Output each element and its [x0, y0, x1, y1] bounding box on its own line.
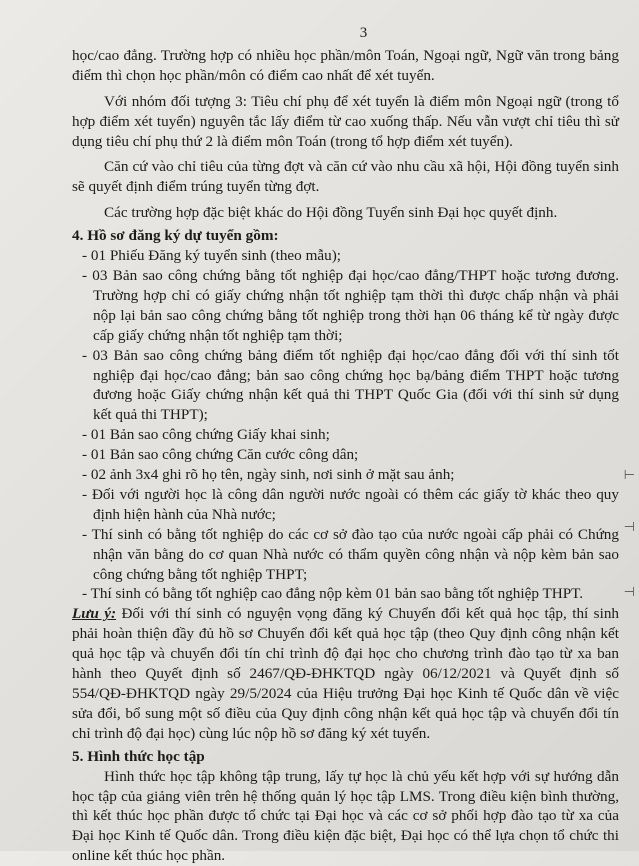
- paragraph-study-format: Hình thức học tập không tập trung, lấy tự học là chủ yếu kết hợp với sự hướng dẫn học tập của giảng viên trên hệ thống quản lý học tập LMS. Trong điều kiện bình thường, thì kết thúc học phần được tổ chức tại Đại học và các cơ sở phối hợp đào tạo từ xa của Đại học Kinh tế Quốc dân. Trong điều kiện đặc biệt, Đại học có thể lựa chọn tổ chức thi online kết thúc học phần.: [72, 767, 619, 865]
- paragraph-special-cases: Các trường hợp đặc biệt khác do Hội đồng Tuyển sinh Đại học quyết định.: [104, 204, 558, 222]
- list-item: - 03 Bản sao công chứng bảng điểm tốt nghiệp đại học/cao đẳng đối với thí sinh tốt nghiệp đại học/cao đẳng; bản sao công chứng học bạ/bảng điểm THPT hoặc tương đương hoặc Giấy chứng nhận kết quả thi THPT Quốc Gia (đối với thí sinh sử dụng kết quả thi THPT);: [82, 346, 619, 424]
- list-item: - 03 Bản sao công chứng bằng tốt nghiệp đại học/cao đẳng/THPT hoặc tương đương. Trường hợp chỉ có giấy chứng nhận tốt nghiệp tạm thời thì được chấp nhận và phải nộp lại bản sao công chứng bằng tốt nghiệp trong thời hạn 06 tháng kể từ ngày được cấp giấy chứng nhận tốt nghiệp tạm thời;: [82, 266, 619, 344]
- list-item: - Đối với người học là công dân người nước ngoài có thêm các giấy tờ khác theo quy định hiện hành của Nhà nước;: [82, 485, 619, 523]
- section-5-heading: 5. Hình thức học tập: [72, 747, 205, 765]
- paragraph-quota-basis: Căn cứ vào chỉ tiêu của từng đợt và căn cứ vào nhu cầu xã hội, Hội đồng tuyển sinh sẽ quyết định điểm trúng tuyển từng đợt.: [72, 158, 619, 196]
- list-item: - Thí sinh có bằng tốt nghiệp cao đẳng nộp kèm 01 bản sao bằng tốt nghiệp THPT.: [82, 585, 584, 603]
- margin-mark: ⊢: [623, 468, 635, 483]
- note-text: Đối với thí sinh có nguyện vọng đăng ký Chuyển đổi kết quả học tập, thí sinh phải hoàn thiện đầy đủ hồ sơ Chuyển đổi kết quả học tập (theo Quy định công nhận kết quả học tập và chuyển đổi tín chỉ trình độ đại học cho chương trình đào tạo từ xa ban hành theo Quyết định số 2467/QĐ-ĐHKTQD ngày 06/12/2021 và Quyết định số 554/QĐ-ĐHKTQD ngày 29/5/2024 của Hiệu trưởng Đại học Kinh tế Quốc dân về việc sửa đổi, bổ sung một số điều của Quy định công nhận kết quả học tập và chuyển đổi tín chỉ trình độ đại học) cùng lúc nộp hồ sơ đăng ký xét tuyển.: [72, 605, 620, 742]
- list-item: - Thí sinh có bằng tốt nghiệp do các cơ sở đào tạo của nước ngoài cấp phải có Chứng nhận văn bằng do cơ quan Nhà nước có thẩm quyền công nhận và nộp kèm bản sao công chứng bằng tốt nghiệp THPT;: [82, 525, 619, 583]
- section-4-heading: 4. Hồ sơ đăng ký dự tuyển gồm:: [72, 227, 279, 245]
- application-documents-list: [72, 246, 619, 604]
- paragraph-continuation: học/cao đẳng. Trường hợp có nhiều học phần/môn Toán, Ngoại ngữ, Ngữ văn trong bảng điểm thì chọn học phần/môn có điểm cao nhất để xét tuyển.: [72, 46, 619, 84]
- list-item: - 01 Bản sao công chứng Giấy khai sinh;: [82, 426, 330, 444]
- note-paragraph: [72, 604, 619, 743]
- paragraph-group3-criteria: Với nhóm đối tượng 3: Tiêu chí phụ để xét tuyển là điểm môn Ngoại ngữ (trong tổ hợp điểm xét tuyển) nguyên tắc lấy điểm từ cao xuống thấp. Nếu vẫn vượt chỉ tiêu thì sử dụng tiêu chí phụ thứ 2 là điểm môn Toán (trong tổ hợp điểm xét tuyển).: [72, 92, 619, 150]
- margin-mark: ⊣: [623, 585, 635, 600]
- note-label: Lưu ý:: [72, 605, 117, 623]
- list-item: - 01 Phiếu Đăng ký tuyển sinh (theo mẫu);: [82, 247, 341, 265]
- list-item: - 02 ảnh 3x4 ghi rõ họ tên, ngày sinh, nơi sinh ở mặt sau ảnh;: [82, 466, 455, 484]
- list-item: - 01 Bản sao công chứng Căn cước công dân;: [82, 446, 359, 464]
- margin-mark: ⊣: [623, 520, 635, 535]
- page-number: 3: [359, 25, 368, 41]
